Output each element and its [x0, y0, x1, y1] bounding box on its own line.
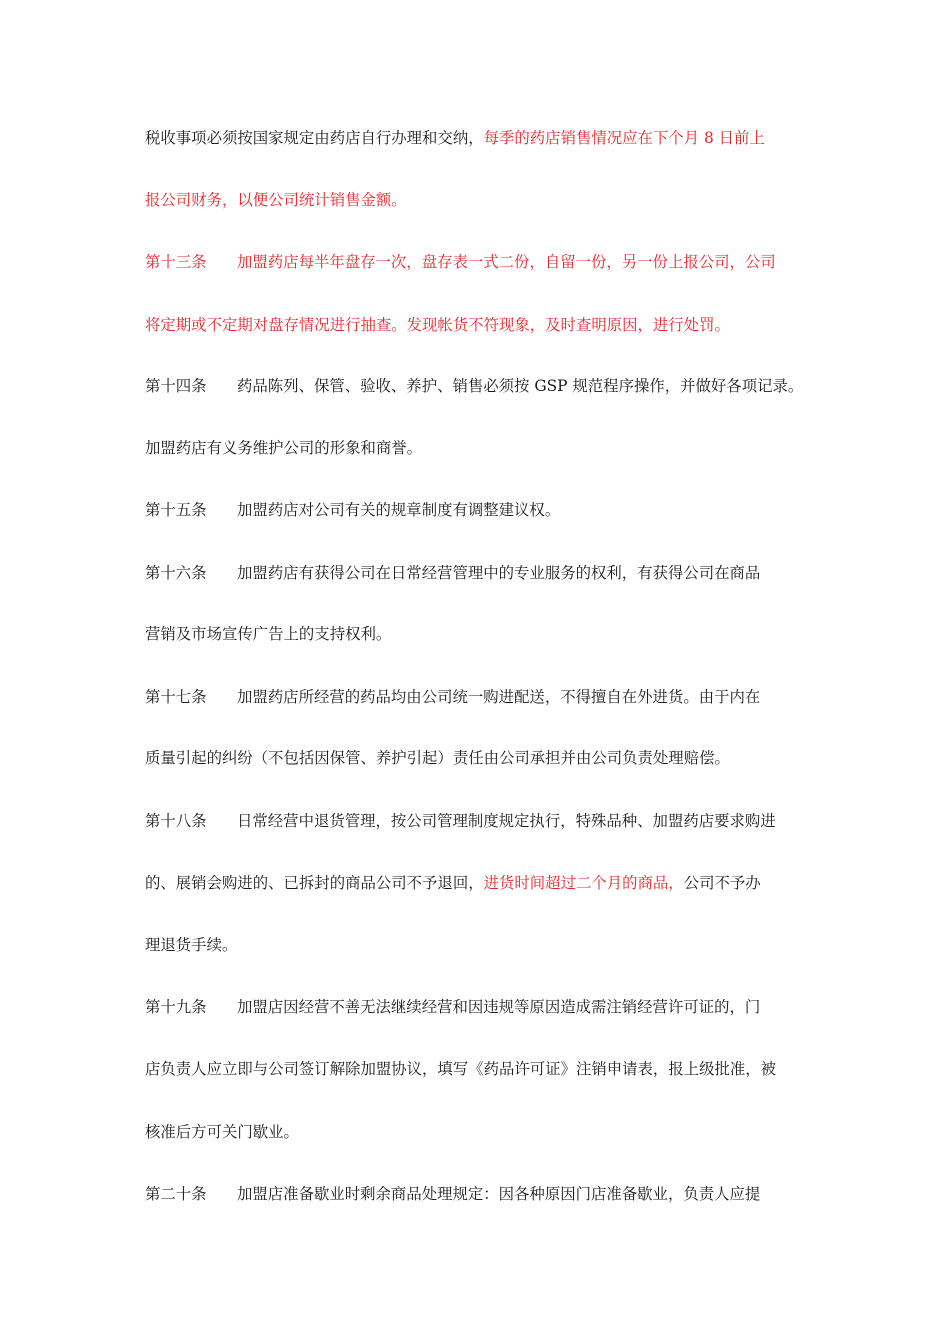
article-number: 第十六条	[145, 564, 207, 582]
text-line-5	[145, 374, 810, 398]
text-segment: 加盟店因经营不善无法继续经营和因违规等原因造成需注销经营许可证的，门	[237, 998, 761, 1016]
text-line-11	[145, 746, 810, 770]
text-segment: 日常经营中退货管理，按公司管理制度规定执行，特殊品种、加盟药店要求购进	[237, 812, 776, 830]
text-line-16	[145, 1057, 810, 1081]
text-segment: 店负责人应立即与公司签订解除加盟协议，填写《药品许可证》注销申请表，报上级批准，被	[145, 1060, 777, 1078]
text-line-18	[145, 1182, 810, 1206]
text-line-2	[145, 188, 810, 212]
article-number: 第十八条	[145, 812, 207, 830]
article-number: 第十七条	[145, 688, 207, 706]
article-number: 第二十条	[145, 1185, 207, 1203]
text-segment: 的、展销会购进的、已拆封的商品公司不予退回，	[145, 874, 484, 892]
text-line-8	[145, 561, 810, 585]
text-line-3	[145, 250, 810, 274]
text-line-9	[145, 622, 810, 646]
text-line-13	[145, 871, 810, 895]
highlighted-text: 报公司财务，以便公司统计销售金额。	[145, 191, 407, 209]
text-segment: 公司不予办	[683, 874, 761, 892]
highlighted-text: 进货时间超过二个月的商品，	[483, 874, 684, 892]
text-line-6	[145, 436, 810, 460]
text-line-17	[145, 1120, 810, 1144]
text-line-7	[145, 498, 810, 522]
text-line-4	[145, 313, 810, 337]
text-segment: 药品陈列、保管、验收、养护、销售必须按 GSP 规范程序操作，并做好各项记录。	[237, 377, 804, 395]
text-line-10	[145, 685, 810, 709]
article-number: 第十三条	[145, 253, 207, 271]
text-line-1	[145, 126, 810, 150]
article-number: 第十四条	[145, 377, 207, 395]
text-segment: 加盟药店所经营的药品均由公司统一购进配送，不得擅自在外进货。由于内在	[237, 688, 761, 706]
text-segment: 加盟药店对公司有关的规章制度有调整建议权。	[237, 501, 561, 519]
highlighted-text: 每季的药店销售情况应在下个月 8 日前上	[483, 129, 765, 147]
text-segment: 加盟药店有义务维护公司的形象和商誉。	[145, 439, 423, 457]
text-line-15	[145, 995, 810, 1019]
text-segment: 质量引起的纠纷（不包括因保管、养护引起）责任由公司承担并由公司负责处理赔偿。	[145, 749, 730, 767]
article-number: 第十九条	[145, 998, 207, 1016]
text-segment: 税收事项必须按国家规定由药店自行办理和交纳，	[145, 129, 484, 147]
text-segment: 营销及市场宣传广告上的支持权利。	[145, 625, 392, 643]
text-line-14	[145, 933, 810, 957]
text-segment: 理退货手续。	[145, 936, 238, 954]
text-segment: 加盟店准备歇业时剩余商品处理规定：因各种原因门店准备歇业，负责人应提	[237, 1185, 761, 1203]
text-segment: 核准后方可关门歇业。	[145, 1123, 299, 1141]
highlighted-text: 加盟药店每半年盘存一次，盘存表一式二份，自留一份，另一份上报公司，公司	[237, 253, 776, 271]
text-line-12	[145, 809, 810, 833]
highlighted-text: 将定期或不定期对盘存情况进行抽查。发现帐货不符现象，及时查明原因，进行处罚。	[145, 316, 730, 334]
article-number: 第十五条	[145, 501, 207, 519]
text-segment: 加盟药店有获得公司在日常经营管理中的专业服务的权利，有获得公司在商品	[237, 564, 761, 582]
